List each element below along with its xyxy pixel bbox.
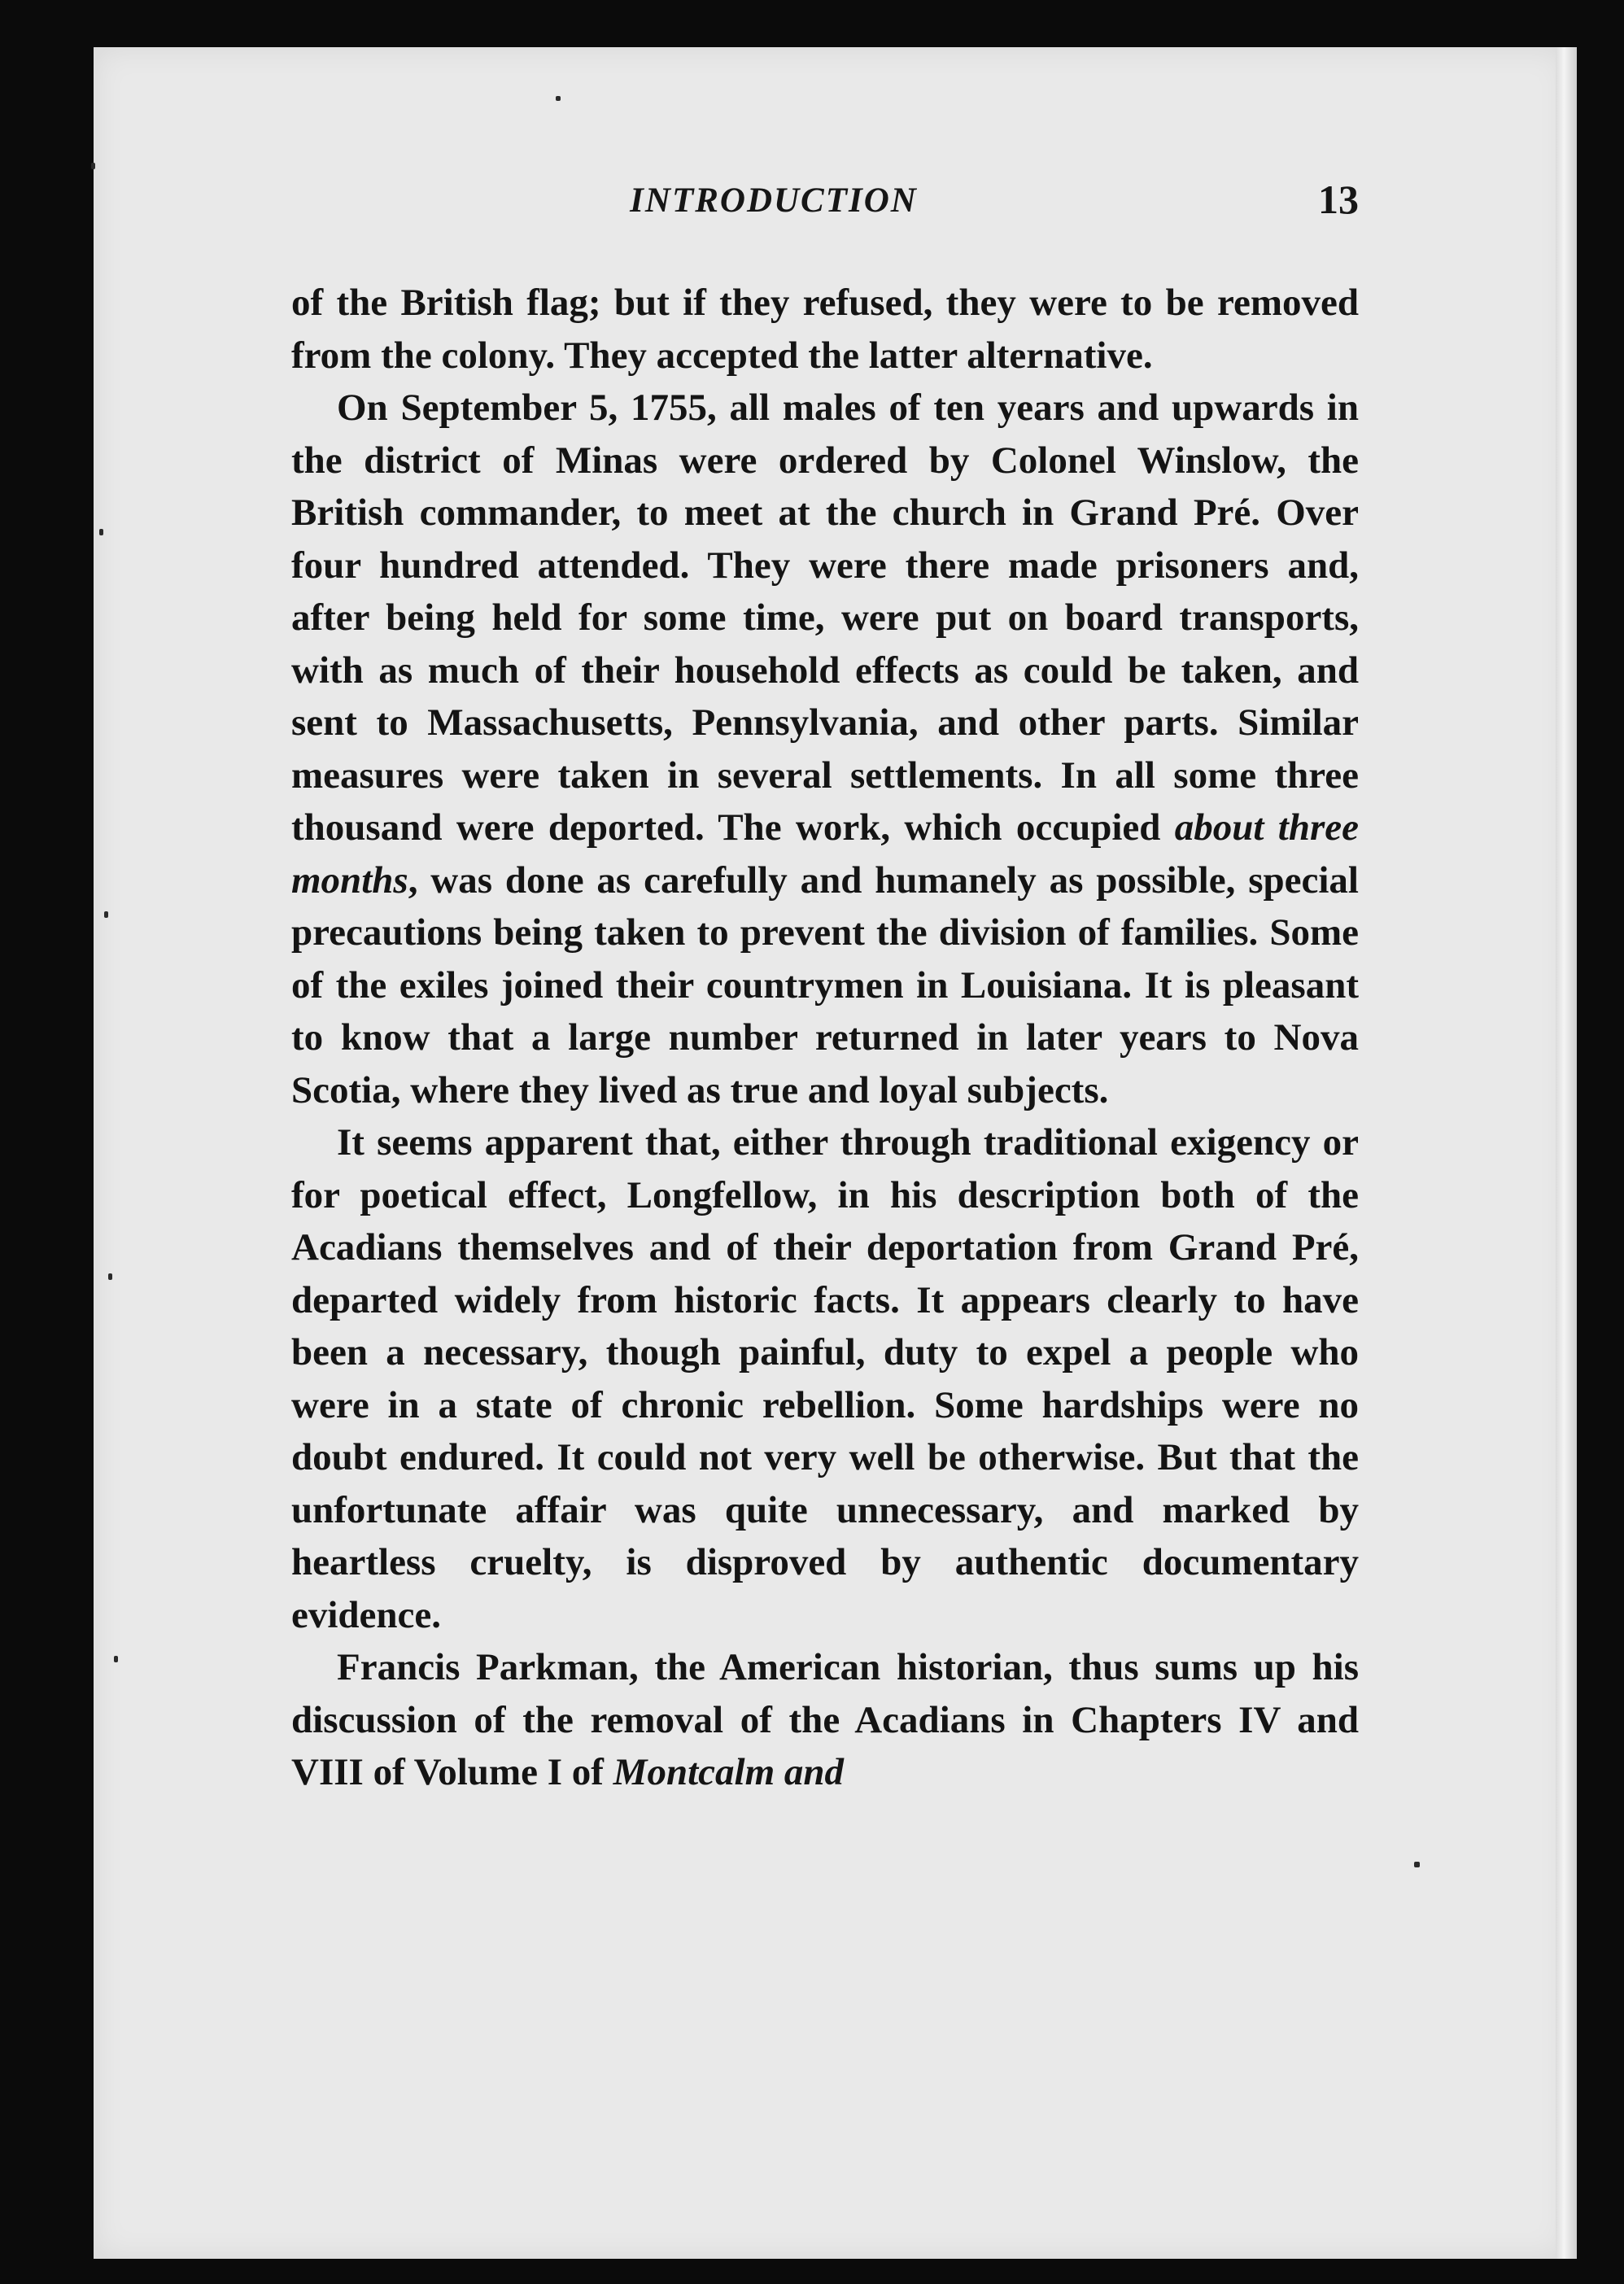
- body-text: [291, 277, 1359, 1799]
- italic-phrase: about three months: [291, 806, 1359, 902]
- paragraph: [291, 1116, 1359, 1641]
- page-number: 13: [1318, 177, 1359, 222]
- text-run: , was done as carefully and humanely as possible, special precautions being taken to prevent the division of families. Some of the exiles joined their countrymen in Louisiana. It is pleasant to know that a large number returned in later years to Nova Scotia, where they lived as true and loyal subjects.: [291, 858, 1359, 1111]
- page-edge: [1556, 47, 1577, 2259]
- text-run: On September 5, 1755, all males of ten years and upwards in the district of Minas were ordered by Colonel Winslow, the British commander, to meet at the church in Grand Pré. Over four hundred attended. They were there made prisoners and, after being held for some time, were put on board transports, with as much of their household effects as could be taken, and sent to Massachusetts, Pennsylvania, and other parts. Similar measures were taken in several settlements. In all some three thousand were deported. The work, which occupied: [291, 386, 1359, 849]
- paragraph: [291, 382, 1359, 1116]
- text-run: of the British flag; but if they refused, they were to be removed from the colony. They accepted the latter alternative.: [291, 282, 1359, 377]
- page-header: [189, 171, 1359, 228]
- paragraph: [291, 1641, 1359, 1799]
- margin-speck: [108, 1273, 112, 1280]
- margin-speck: [99, 529, 103, 535]
- text-run: It seems apparent that, either through traditional exigency or for poetical effect, Longfellow, in his description both of the Acadians themselves and of their deportation from Grand Pré, departed widely from historic facts. It appears clearly to have been a necessary, though painful, duty to expel a people who were in a state of chronic rebellion. Some hardships were no doubt endured. It could not very well be otherwise. But that the unfortunate affair was quite unnecessary, and marked by heartless cruelty, is disproved by authentic documentary evidence.: [291, 1121, 1359, 1636]
- italic-phrase: Montcalm and: [613, 1751, 845, 1793]
- margin-speck: [1414, 1862, 1420, 1867]
- margin-speck: [91, 163, 95, 169]
- margin-speck: [104, 911, 108, 918]
- margin-speck: [114, 1656, 118, 1662]
- margin-speck: [556, 96, 561, 101]
- running-head: INTRODUCTION: [630, 181, 918, 220]
- text-run: Francis Parkman, the American historian, thus sums up his discussion of the removal of the Acadians in Chapters IV and VIII of Volume I of: [291, 1646, 1359, 1793]
- paragraph: [291, 277, 1359, 382]
